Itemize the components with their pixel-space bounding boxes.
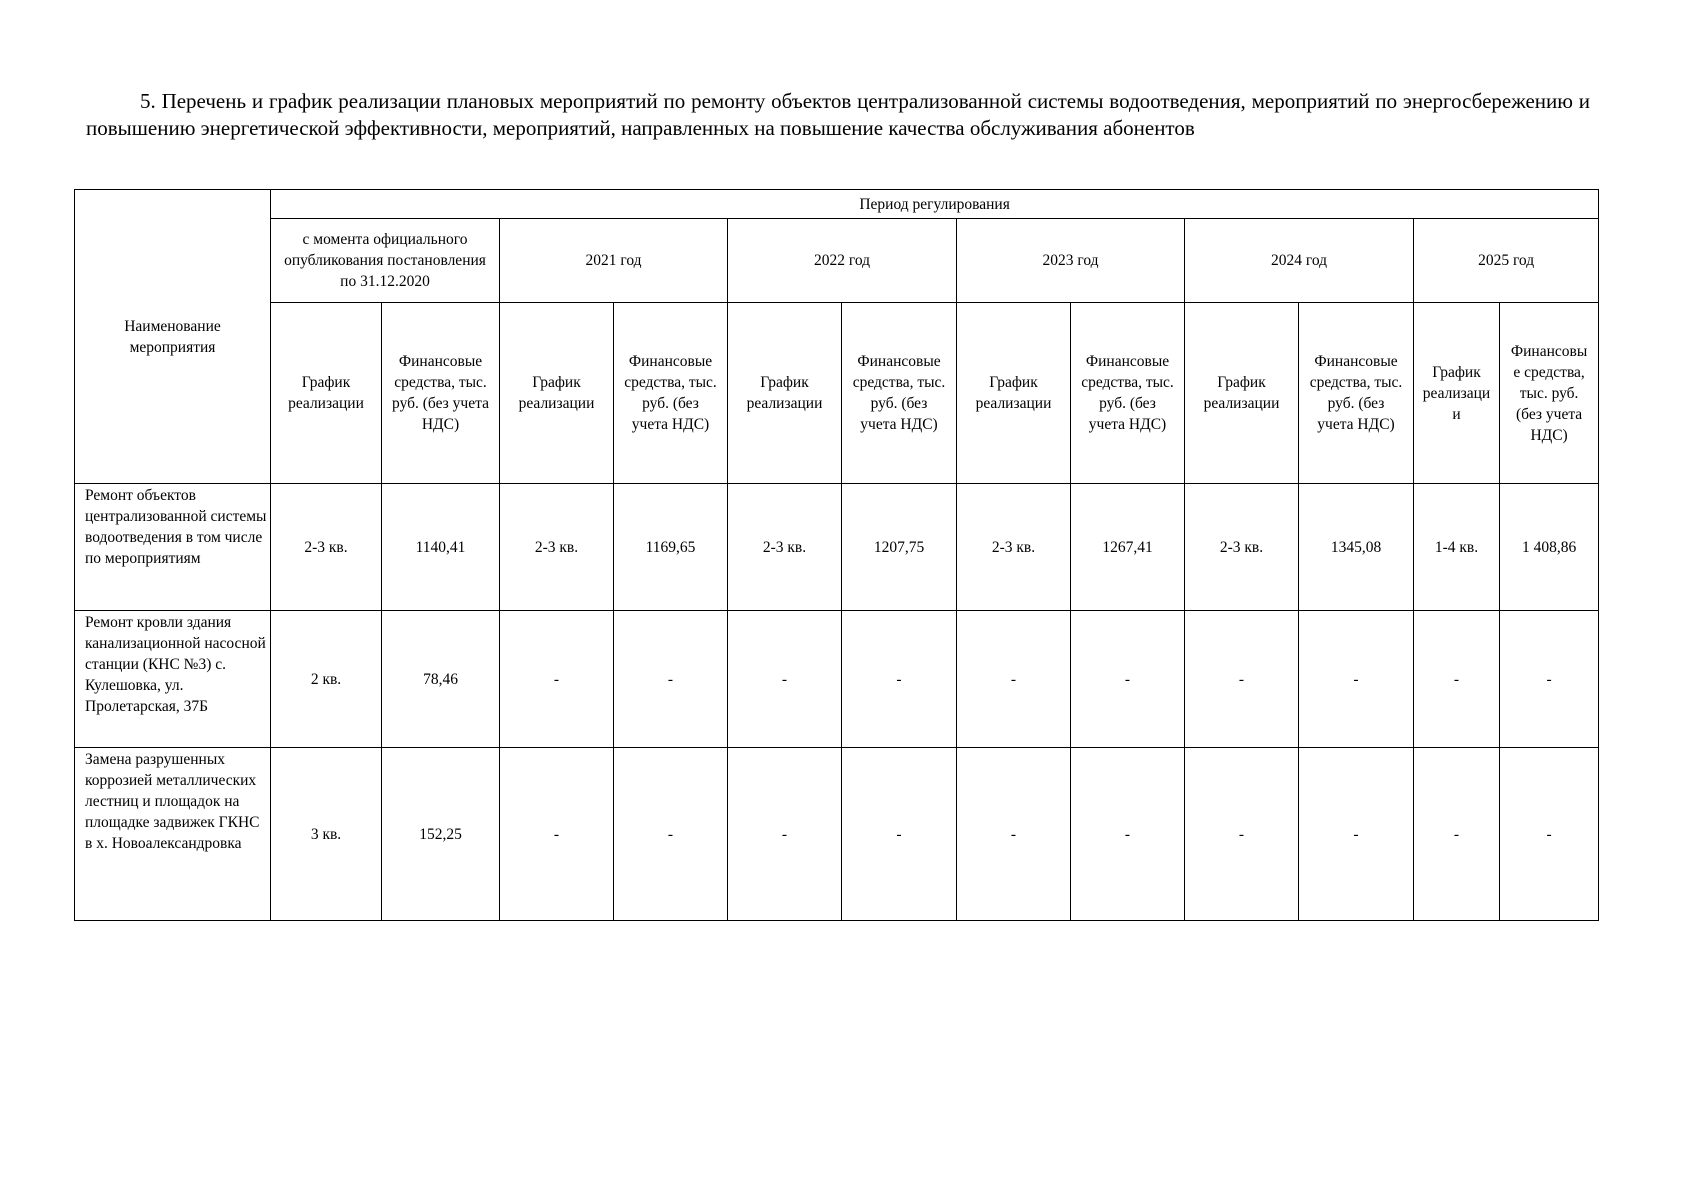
period-header-initial: с момента официального опубликования постановления по 31.12.2020 [271,219,500,303]
row-name: Замена разрушенных коррозией металлических лестниц и площадок на площадке задвижек ГКНС в х. Новоалександровка [75,748,271,921]
finance-subheader: Финансовые средства, тыс. руб. (без учета НДС) [842,303,957,484]
finance-cell: - [1071,611,1185,748]
schedule-cell: - [728,611,842,748]
period-header-2021: 2021 год [500,219,728,303]
schedule-subheader: График реализации [500,303,614,484]
schedule-subheader: График реализации [1185,303,1299,484]
finance-cell: - [1299,748,1414,921]
schedule-cell: - [1414,748,1500,921]
period-header-2024: 2024 год [1185,219,1414,303]
schedule-cell: 2 кв. [271,611,382,748]
finance-cell: 1267,41 [1071,484,1185,611]
schedule-cell: - [957,748,1071,921]
finance-subheader: Финансовые средства, тыс. руб. (без учета НДС) [382,303,500,484]
schedule-cell: 2-3 кв. [728,484,842,611]
finance-cell: 1140,41 [382,484,500,611]
document-heading: 5. Перечень и график реализации плановых мероприятий по ремонту объектов централизованной системы водоотведения, мероприятий по энергосбережению и повышению энергетической эффективности, мероприятий, направленных на повышение качества обслуживания абонентов [86,89,1590,140]
finance-cell: - [1500,748,1599,921]
finance-cell: - [1500,611,1599,748]
schedule-cell: - [1185,611,1299,748]
finance-subheader: Финансовые средства, тыс. руб. (без учета НДС) [614,303,728,484]
finance-cell: 1 408,86 [1500,484,1599,611]
schedule-subheader: График реализации [728,303,842,484]
finance-cell: 1207,75 [842,484,957,611]
period-header-2023: 2023 год [957,219,1185,303]
finance-cell: 1169,65 [614,484,728,611]
period-header-2025: 2025 год [1414,219,1599,303]
schedule-cell: 2-3 кв. [957,484,1071,611]
finance-cell: 152,25 [382,748,500,921]
name-column-header: Наименование мероприятия [75,190,271,484]
finance-cell: - [614,748,728,921]
finance-subheader: Финансовые средства, тыс. руб. (без учета НДС) [1299,303,1414,484]
schedule-cell: - [500,611,614,748]
schedule-subheader: График реализации [271,303,382,484]
schedule-subheader: График реализации [1414,303,1500,484]
period-header-2022: 2022 год [728,219,957,303]
schedule-subheader: График реализации [957,303,1071,484]
finance-cell: - [1299,611,1414,748]
schedule-cell: - [728,748,842,921]
row-name: Ремонт кровли здания канализационной насосной станции (КНС №3) с. Кулешовка, ул. Пролетарская, 37Б [75,611,271,748]
finance-subheader: Финансовые средства, тыс. руб. (без учета НДС) [1500,303,1599,484]
period-header: Период регулирования [271,190,1599,219]
row-name: Ремонт объектов централизованной системы водоотведения в том числе по мероприятиям [75,484,271,611]
finance-subheader: Финансовые средства, тыс. руб. (без учета НДС) [1071,303,1185,484]
plan-table [74,189,1599,921]
table-row [75,748,1599,921]
finance-cell: - [1071,748,1185,921]
finance-cell: - [614,611,728,748]
schedule-cell: 2-3 кв. [500,484,614,611]
schedule-cell: 3 кв. [271,748,382,921]
schedule-cell: 2-3 кв. [1185,484,1299,611]
table-row [75,484,1599,611]
finance-cell: - [842,748,957,921]
finance-cell: - [842,611,957,748]
finance-cell: 1345,08 [1299,484,1414,611]
finance-cell: 78,46 [382,611,500,748]
schedule-cell: 2-3 кв. [271,484,382,611]
schedule-cell: 1-4 кв. [1414,484,1500,611]
table-row [75,611,1599,748]
schedule-cell: - [957,611,1071,748]
schedule-cell: - [500,748,614,921]
schedule-cell: - [1414,611,1500,748]
schedule-cell: - [1185,748,1299,921]
